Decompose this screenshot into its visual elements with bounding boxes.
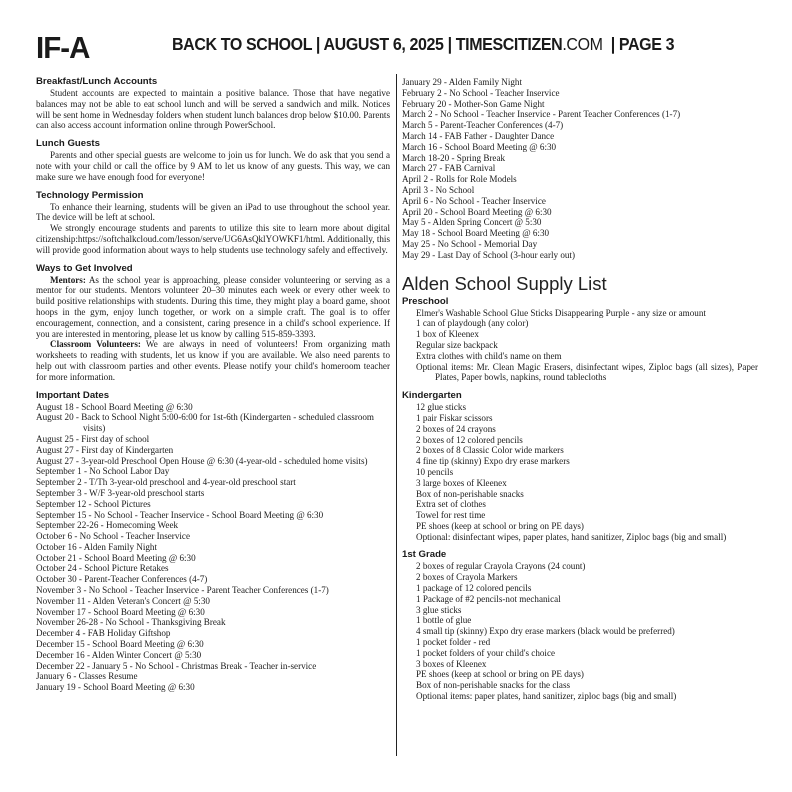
date-item: January 6 - Classes Resume — [36, 671, 138, 682]
date-item: March 5 - Parent-Teacher Conferences (4-7) — [402, 120, 564, 131]
paragraph: Student accounts are expected to maintain a positive balance. Those that have negative balances may not be able to eat school lunch and will be served a sandwich and milk. Notices will be sent home in Wednesday folders when student lunch balances drop below $10.00. Parents can also access account information online through PowerSchool. — [36, 88, 390, 131]
date-item: April 6 - No School - Teacher Inservice — [402, 195, 546, 206]
paragraph: We strongly encourage students and parents to utilize this site to learn more about digital citizenship:https://softchalkcloud.com/lesson/serve/UG6AsQklYOWKF1/html. Additionally, this will provide good information about ways to help students use technology safely and effectively. — [36, 223, 390, 255]
grade-heading: Kindergarten — [402, 390, 462, 402]
date-item: March 18-20 - Spring Break — [402, 152, 506, 163]
supply-item: PE shoes (keep at school or bring on PE days) — [416, 669, 584, 680]
supply-item: 10 pencils — [416, 466, 454, 477]
dates-section — [36, 390, 390, 694]
date-item: December 16 - Alden Winter Concert @ 5:30 — [36, 649, 202, 660]
section-heading: Important Dates — [36, 389, 110, 401]
supply-items — [402, 402, 758, 542]
date-item: May 5 - Alden Spring Concert @ 5:30 — [402, 217, 542, 228]
supply-item: 3 glue sticks — [416, 604, 462, 615]
date-item: April 2 - Rolls for Role Models — [402, 174, 517, 185]
technology-section — [36, 190, 390, 256]
paragraph — [36, 275, 390, 340]
supply-items — [402, 308, 758, 384]
section-label: IF-A — [36, 30, 90, 65]
mentors-text: As the school year is approaching, please consider volunteering or serving as a mentor for our students. Mentors volunteer 20–30 minutes each week or every other week to build positive relationships with students. During this time, they might play a board game, shoot hoops in the gym, enjoy lunch together, or work on a simple craft. The goal is to offer encouragement, connection, and a consistent, caring presence in a child's school experience. If you are interested in mentoring, please let us know by calling 515-859-3393. — [36, 274, 390, 339]
supply-items — [402, 561, 758, 701]
date-item: April 3 - No School — [402, 184, 475, 195]
supply-item: Box of non-perishable snacks for the class — [416, 680, 571, 691]
date-item: August 25 - First day of school — [36, 433, 150, 444]
supply-item: Extra clothes with child's name on them — [416, 350, 562, 361]
date-item: December 22 - January 5 - No School - Christmas Break - Teacher in-service — [36, 660, 317, 671]
supply-item: 2 boxes of 8 Classic Color wide markers — [416, 445, 564, 456]
supply-item: 4 small tip (skinny) Expo dry erase markers (black would be preferred) — [416, 626, 675, 637]
supply-item: Extra set of clothes — [416, 499, 486, 510]
breakfast-section — [36, 76, 390, 131]
date-item: May 25 - No School - Memorial Day — [402, 238, 538, 249]
supply-grade-section — [402, 549, 758, 701]
date-item: April 20 - School Board Meeting @ 6:30 — [402, 206, 552, 217]
supply-item: 1 package of 12 colored pencils — [416, 583, 532, 594]
headline-page: | PAGE 3 — [602, 34, 675, 54]
section-heading: Ways to Get Involved — [36, 262, 133, 274]
date-item: October 30 - Parent-Teacher Conferences (4-7) — [36, 574, 208, 585]
supply-item: 2 boxes of Crayola Markers — [416, 572, 518, 583]
date-item: November 17 - School Board Meeting @ 6:30 — [36, 606, 205, 617]
date-item: September 22-26 - Homecoming Week — [36, 520, 179, 531]
date-item: December 4 - FAB Holiday Giftshop — [36, 628, 171, 639]
date-item: May 18 - School Board Meeting @ 6:30 — [402, 228, 550, 239]
supply-item: Optional: disinfectant wipes, paper plates, hand sanitizer, Ziploc bags (big and small) — [416, 531, 727, 542]
date-item: February 2 - No School - Teacher Inservice — [402, 87, 560, 98]
supply-item: 1 box of Kleenex — [416, 329, 479, 340]
supply-grade-section — [402, 390, 758, 542]
headline-text: BACK TO SCHOOL | AUGUST 6, 2025 | TIMESCITIZEN — [172, 34, 563, 54]
supply-item: Towel for rest time — [416, 510, 486, 521]
headline-domain: .COM — [562, 34, 603, 54]
date-item: May 29 - Last Day of School (3-hour early out) — [402, 249, 575, 260]
grade-heading: 1st Grade — [402, 549, 447, 561]
section-heading: Lunch Guests — [36, 138, 100, 150]
supply-item: 1 Package of #2 pencils-not mechanical — [416, 593, 561, 604]
dates-list-continued — [402, 77, 758, 261]
date-item: August 20 - Back to School Night 5:00-6:00 for 1st-6th (Kindergarten - scheduled classroom visits) — [36, 412, 375, 434]
guests-section — [36, 138, 390, 182]
date-item: October 16 - Alden Family Night — [36, 541, 157, 552]
supply-item: 4 fine tip (skinny) Expo dry erase markers — [416, 456, 570, 467]
supply-list — [402, 296, 758, 702]
date-item: September 3 - W/F 3-year-old preschool starts — [36, 487, 205, 498]
date-item: February 20 - Mother-Son Game Night — [402, 98, 545, 109]
date-item: September 1 - No School Labor Day — [36, 466, 170, 477]
date-item: March 2 - No School - Teacher Inservice - Parent Teacher Conferences (1-7) — [402, 109, 681, 120]
date-item: October 24 - School Picture Retakes — [36, 563, 169, 574]
supply-item: Elmer's Washable School Glue Sticks Disappearing Purple - any size or amount — [416, 307, 706, 318]
supply-item: 1 bottle of glue — [416, 615, 472, 626]
supply-item: 1 can of playdough (any color) — [416, 318, 529, 329]
section-heading: Technology Permission — [36, 189, 144, 201]
date-item: December 15 - School Board Meeting @ 6:30 — [36, 639, 204, 650]
supply-item: Optional items: Mr. Clean Magic Erasers, disinfectant wipes, Ziploc bags (all sizes), Paper Plates, Paper bowls, napkins, round tablecloths — [416, 361, 758, 383]
date-item: March 27 - FAB Carnival — [402, 163, 496, 174]
volunteers-text: We are always in need of volunteers! From organizing math worksheets to reading with students, let us know if you are available. We also need parents to help out with classroom parties and other events. Please notify your child's homeroom teacher for more information. — [36, 339, 390, 382]
date-item: August 27 - 3-year-old Preschool Open House @ 6:30 (4-year-old - scheduled home visits) — [36, 455, 368, 466]
supply-item: 3 large boxes of Kleenex — [416, 477, 507, 488]
column-divider — [396, 74, 397, 756]
grade-heading: Preschool — [402, 295, 449, 307]
supply-item: 1 pocket folder - red — [416, 637, 491, 648]
date-item: November 11 - Alden Veteran's Concert @ 5:30 — [36, 595, 210, 606]
left-column — [36, 76, 390, 693]
supply-item: 12 glue sticks — [416, 402, 467, 413]
supply-item: 2 boxes of regular Crayola Crayons (24 count) — [416, 561, 586, 572]
date-item: September 15 - No School - Teacher Inservice - School Board Meeting @ 6:30 — [36, 509, 324, 520]
date-item: October 21 - School Board Meeting @ 6:30 — [36, 552, 196, 563]
dates-list — [36, 402, 390, 694]
mentors-label: Mentors: — [50, 274, 86, 285]
supply-item: Optional items: paper plates, hand sanitizer, ziploc bags (big and small) — [416, 691, 677, 702]
date-item: March 16 - School Board Meeting @ 6:30 — [402, 141, 557, 152]
supply-item: PE shoes (keep at school or bring on PE days) — [416, 520, 584, 531]
date-item: August 27 - First day of Kindergarten — [36, 444, 174, 455]
date-item: March 14 - FAB Father - Daughter Dance — [402, 130, 555, 141]
supply-grade-section — [402, 296, 758, 384]
volunteers-label: Classroom Volunteers: — [50, 339, 141, 350]
paragraph: Parents and other special guests are welcome to join us for lunch. We do ask that you send a note with your child or call the office by 9 AM to let us know of any guests. This way, we can make sure we have enough food for everyone! — [36, 150, 390, 182]
supply-item: 1 pair Fiskar scissors — [416, 412, 493, 423]
supply-item: 2 boxes of 24 crayons — [416, 423, 496, 434]
supply-item: 1 pocket folders of your child's choice — [416, 647, 556, 658]
date-item: January 19 - School Board Meeting @ 6:30 — [36, 682, 195, 693]
paragraph — [36, 339, 390, 382]
supply-item: 3 boxes of Kleenex — [416, 658, 487, 669]
supply-item: Regular size backpack — [416, 339, 498, 350]
date-item: September 2 - T/Th 3-year-old preschool and 4-year-old preschool start — [36, 477, 296, 488]
date-item: September 12 - School Pictures — [36, 498, 151, 509]
section-heading: Breakfast/Lunch Accounts — [36, 76, 158, 87]
involved-section — [36, 263, 390, 383]
supply-item: Box of non-perishable snacks — [416, 488, 524, 499]
date-item: January 29 - Alden Family Night — [402, 77, 522, 87]
date-item: October 6 - No School - Teacher Inservice — [36, 531, 190, 542]
right-column — [402, 77, 758, 709]
supply-list-title: Alden School Supply List — [402, 272, 607, 294]
date-item: August 18 - School Board Meeting @ 6:30 — [36, 401, 193, 412]
date-item: November 3 - No School - Teacher Inservice - Parent Teacher Conferences (1-7) — [36, 585, 329, 596]
supply-item: 2 boxes of 12 colored pencils — [416, 434, 523, 445]
paragraph: To enhance their learning, students will be given an iPad to use throughout the school year. The device will be left at school. — [36, 201, 390, 223]
date-item: November 26-28 - No School - Thanksgiving Break — [36, 617, 226, 628]
page-headline — [172, 34, 674, 55]
